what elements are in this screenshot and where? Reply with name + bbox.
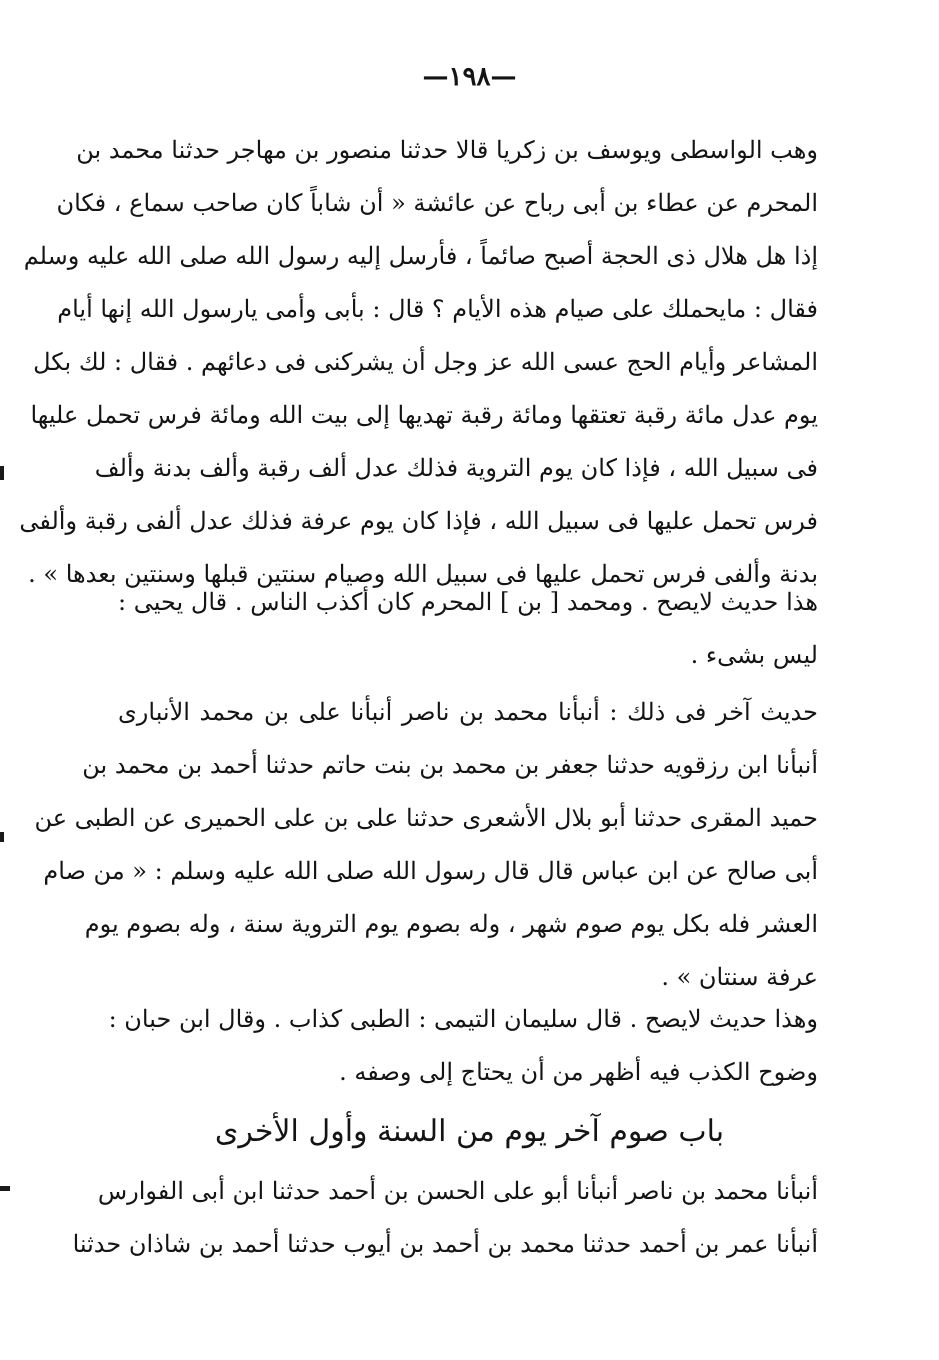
- text-line: المحرم عن عطاء بن أبى رباح عن عائشة « أن شاباً كان صاحب سماع ، فكان: [56, 189, 818, 217]
- paragraph-commentary-2: [108, 993, 818, 1099]
- scan-edge-mark: [0, 1186, 10, 1191]
- section-title: باب صوم آخر يوم من السنة وأول الأخرى: [214, 1114, 725, 1149]
- text-line: وهب الواسطى ويوسف بن زكريا قالا حدثنا منصور بن مهاجر حدثنا محمد بن: [76, 136, 818, 164]
- text-line: وهذا حديث لايصح . قال سليمان التيمى : الطبى كذاب . وقال ابن حبان :: [108, 1005, 818, 1033]
- text-line: عرفة سنتان » .: [661, 963, 818, 991]
- text-line: حديث آخر فى ذلك : أنبأنا محمد بن ناصر أنبأنا على بن محمد الأنبارى: [118, 698, 818, 726]
- paragraph-hadith-1: [19, 124, 818, 601]
- text-line: أنبأنا عمر بن أحمد حدثنا محمد بن أحمد بن أيوب حدثنا أحمد بن شاذان حدثنا: [72, 1230, 818, 1258]
- text-line: العشر فله بكل يوم صوم شهر ، وله بصوم يوم التروية سنة ، وله بصوم يوم: [84, 910, 818, 938]
- text-line: وضوح الكذب فيه أظهر من أن يحتاج إلى وصفه .: [339, 1058, 818, 1086]
- text-line: حميد المقرى حدثنا أبو بلال الأشعرى حدثنا على بن على الحميرى عن الطبى عن: [34, 804, 818, 832]
- text-line: فقال : مايحملك على صيام هذه الأيام ؟ قال : بأبى وأمى يارسول الله إنها أيام: [57, 295, 818, 323]
- paragraph-commentary-1: [118, 576, 818, 682]
- scan-edge-mark: [0, 832, 4, 842]
- text-line: هذا حديث لايصح . ومحمد [ بن ] المحرم كان أكذب الناس . قال يحيى :: [118, 588, 818, 616]
- text-line: فى سبيل الله ، فإذا كان يوم التروية فذلك عدل ألف رقبة وألف بدنة وألف: [94, 454, 818, 482]
- text-line: أبى صالح عن ابن عباس قال قال رسول الله صلى الله عليه وسلم : « من صام: [43, 857, 818, 885]
- scan-edge-mark: [0, 466, 4, 480]
- text-line: المشاعر وأيام الحج عسى الله عز وجل أن يشركنى فى دعائهم . فقال : لك بكل: [33, 348, 818, 376]
- text-line: فرس تحمل عليها فى سبيل الله ، فإذا كان يوم عرفة فذلك عدل ألفى رقبة وألفى: [19, 507, 818, 535]
- text-line: إذا هل هلال ذى الحجة أصبح صائماً ، فأرسل إليه رسول الله صلى الله عليه وسلم: [23, 242, 818, 270]
- text-line: أنبأنا محمد بن ناصر أنبأنا أبو على الحسن بن أحمد حدثنا ابن أبى الفوارس: [97, 1177, 818, 1205]
- text-line: أنبأنا ابن رزقويه حدثنا جعفر بن محمد بن بنت حاتم حدثنا أحمد بن محمد بن: [82, 751, 818, 779]
- text-line: بدنة وألفى فرس تحمل عليها فى سبيل الله وصيام سنتين قبلها وسنتين بعدها » .: [28, 560, 818, 588]
- page-number: —١٩٨—: [422, 62, 517, 92]
- text-line: يوم عدل مائة رقبة تعتقها ومائة رقبة تهديها إلى بيت الله ومائة فرس تحمل عليها: [30, 401, 818, 429]
- text-line: ليس بشىء .: [690, 641, 818, 669]
- paragraph-hadith-2: [34, 686, 818, 1004]
- paragraph-hadith-3: [72, 1165, 818, 1271]
